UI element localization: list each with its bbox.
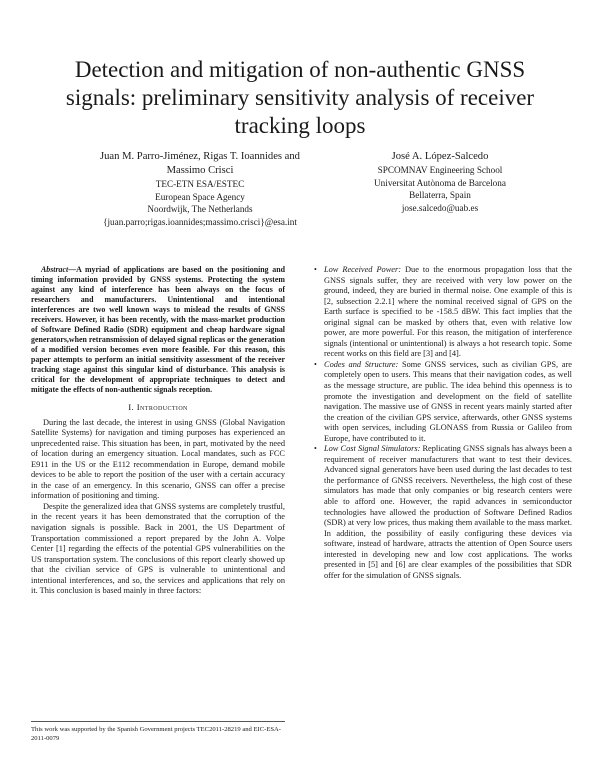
- bullet-label: Low Received Power:: [324, 265, 402, 274]
- bullet-item: [314, 444, 572, 581]
- author-city: Bellaterra, Spain: [409, 190, 471, 201]
- bullet-item: [314, 265, 572, 360]
- author-dept: TEC-ETN ESA/ESTEC: [155, 179, 245, 189]
- author-dept: SPCOMNAV Engineering School: [377, 165, 503, 175]
- abstract-lead: Abstract: [41, 265, 69, 274]
- author-email[interactable]: {juan.parro;rigas.ioannides;massimo.crisci}@esa.int: [103, 216, 297, 227]
- author-org: European Space Agency: [155, 191, 245, 202]
- section-heading: I. Introduction: [128, 402, 188, 412]
- right-column: [314, 265, 572, 581]
- bullet-text: Replicating GNSS signals has always been a requirement of receiver manufacturers that want to test their devices. Advanced signal generators have been used during the last decades to test the performance of GNSS receivers. Nevertheless, the high cost of these simulators has made that only companies or big research centers were able to afford one. However, the rapid advances in semiconductor technologies have allowed the production of Software Defined Radios (SDR) at very low prices, thus making them available to the mass market. In addition, the possibility of easily configuring these devices via software, instead of hardware, attracts the attention of Open Source users interested in developing new and low cost applications. The works presented in [5] and [6] are clear examples of the possibilities that SDR offer for the simulation of GNSS signals.: [324, 444, 572, 580]
- footnote: This work was supported by the Spanish Government projects TEC2011-28219 and EIC-ESA-2011-0079: [31, 721, 285, 743]
- author-email[interactable]: jose.salcedo@uab.es: [401, 202, 479, 213]
- bullet-icon: •: [314, 444, 317, 454]
- author-org: Universitat Autònoma de Barcelona: [374, 177, 506, 188]
- left-column: [31, 265, 285, 597]
- author-names: José A. López-Salcedo: [391, 151, 489, 162]
- bullet-item: [314, 360, 572, 444]
- bullet-text: Due to the enormous propagation loss that the GNSS signals suffer, they are received with very low power on the ground, indeed, they are buried in thermal noise. One example of this is [2, subsection 2.2.1] where the nominal received signal of GPS on the Earth surface is specified to be -158.5 dBW. This fact implies that the original signal can be masked by others that, even with relative low power, are more powerful. For this reason, the mitigation of interference signals (intentional or unintentional) is always a hot research topic. Some recent works on this field are [3] and [4].: [324, 265, 572, 359]
- abstract: [31, 265, 285, 395]
- intro-paragraph-1: During the last decade, the interest in using GNSS (Global Navigation Satellite Systems) for navigation and timing purposes has experienced an unprecedented raise. This situation has been, in part, motivated by the need of location during an emergency situation. Local mandates, such as FCC E911 in the US or the E112 recommendation in Europe, demand mobile devices to be able to report the position of the user with a certain accuracy in the case of an emergency. In this scenario, GNSS can offer a precise information of positioning and timing.: [31, 417, 285, 501]
- bullet-label: Codes and Structure:: [324, 359, 399, 369]
- intro-paragraph-2: Despite the generalized idea that GNSS systems are completely trustful, in the recent years it has been demonstrated that the corruption of the navigation signals is possible. Back in 2001, the US Department of Transportation commissioned a report prepared by the John A. Volpe Center [1] regarding the effects of the potential GPS vulnerabilities on the US transportation system. The conclusions of this report clearly showed up that the civilian service of GPS is vulnerable to unintentional and intentional interferences, and so, the services and applications that rely on it. This conclusion is based mainly in three factors:: [31, 501, 285, 596]
- author-city: Noordwijk, The Netherlands: [147, 204, 253, 215]
- author-block-left: [80, 150, 320, 228]
- bullet-text: Some GNSS services, such as civilian GPS, are completely open to users. This means that their navigation codes, as well as the message structure, are public. The idea behind this openness is to promote the investigation and development on the field of satellite navigation. The massive use of GNSS in recent years mainly started after the creation of the civilian GPS service, afterwards, other GNSS systems with open services, including GLONASS from Russia or Galileo from Europe, have contributed to it.: [324, 359, 572, 443]
- author-names: Juan M. Parro-Jiménez, Rigas T. Ioannides and Massimo Crisci: [100, 151, 300, 176]
- paper-title: Detection and mitigation of non-authentic GNSS signals: preliminary sensitivity analysis of receiver tracking loops: [65, 57, 535, 138]
- bullet-label: Low Cost Signal Simulators:: [324, 444, 421, 454]
- bullet-icon: •: [314, 265, 317, 274]
- bullet-icon: •: [314, 359, 317, 369]
- author-block-right: [340, 150, 540, 214]
- abstract-text: —A myriad of applications are based on the positioning and timing information provided by GNSS systems. Protecting the system against any kind of interference has been always on the focus of researchers and manufacturers. Unintentional and intentional interferences are two well known ways to mislead the results of GNSS receivers. However, it has been recently, with the mass-market production of Software Defined Radio (SDR) equipment and cheap hardware signal generators,when retransmission of delayed signal replicas or the generation of a modified version becomes even more feasible. For this reason, this paper attempts to perform an initial sensitivity assessment of the receiver tracking stage against this singular kind of disturbance. This analysis is critical for the development of appropriate techniques to detect and mitigate the effects of non-authentic signals reception.: [31, 265, 285, 394]
